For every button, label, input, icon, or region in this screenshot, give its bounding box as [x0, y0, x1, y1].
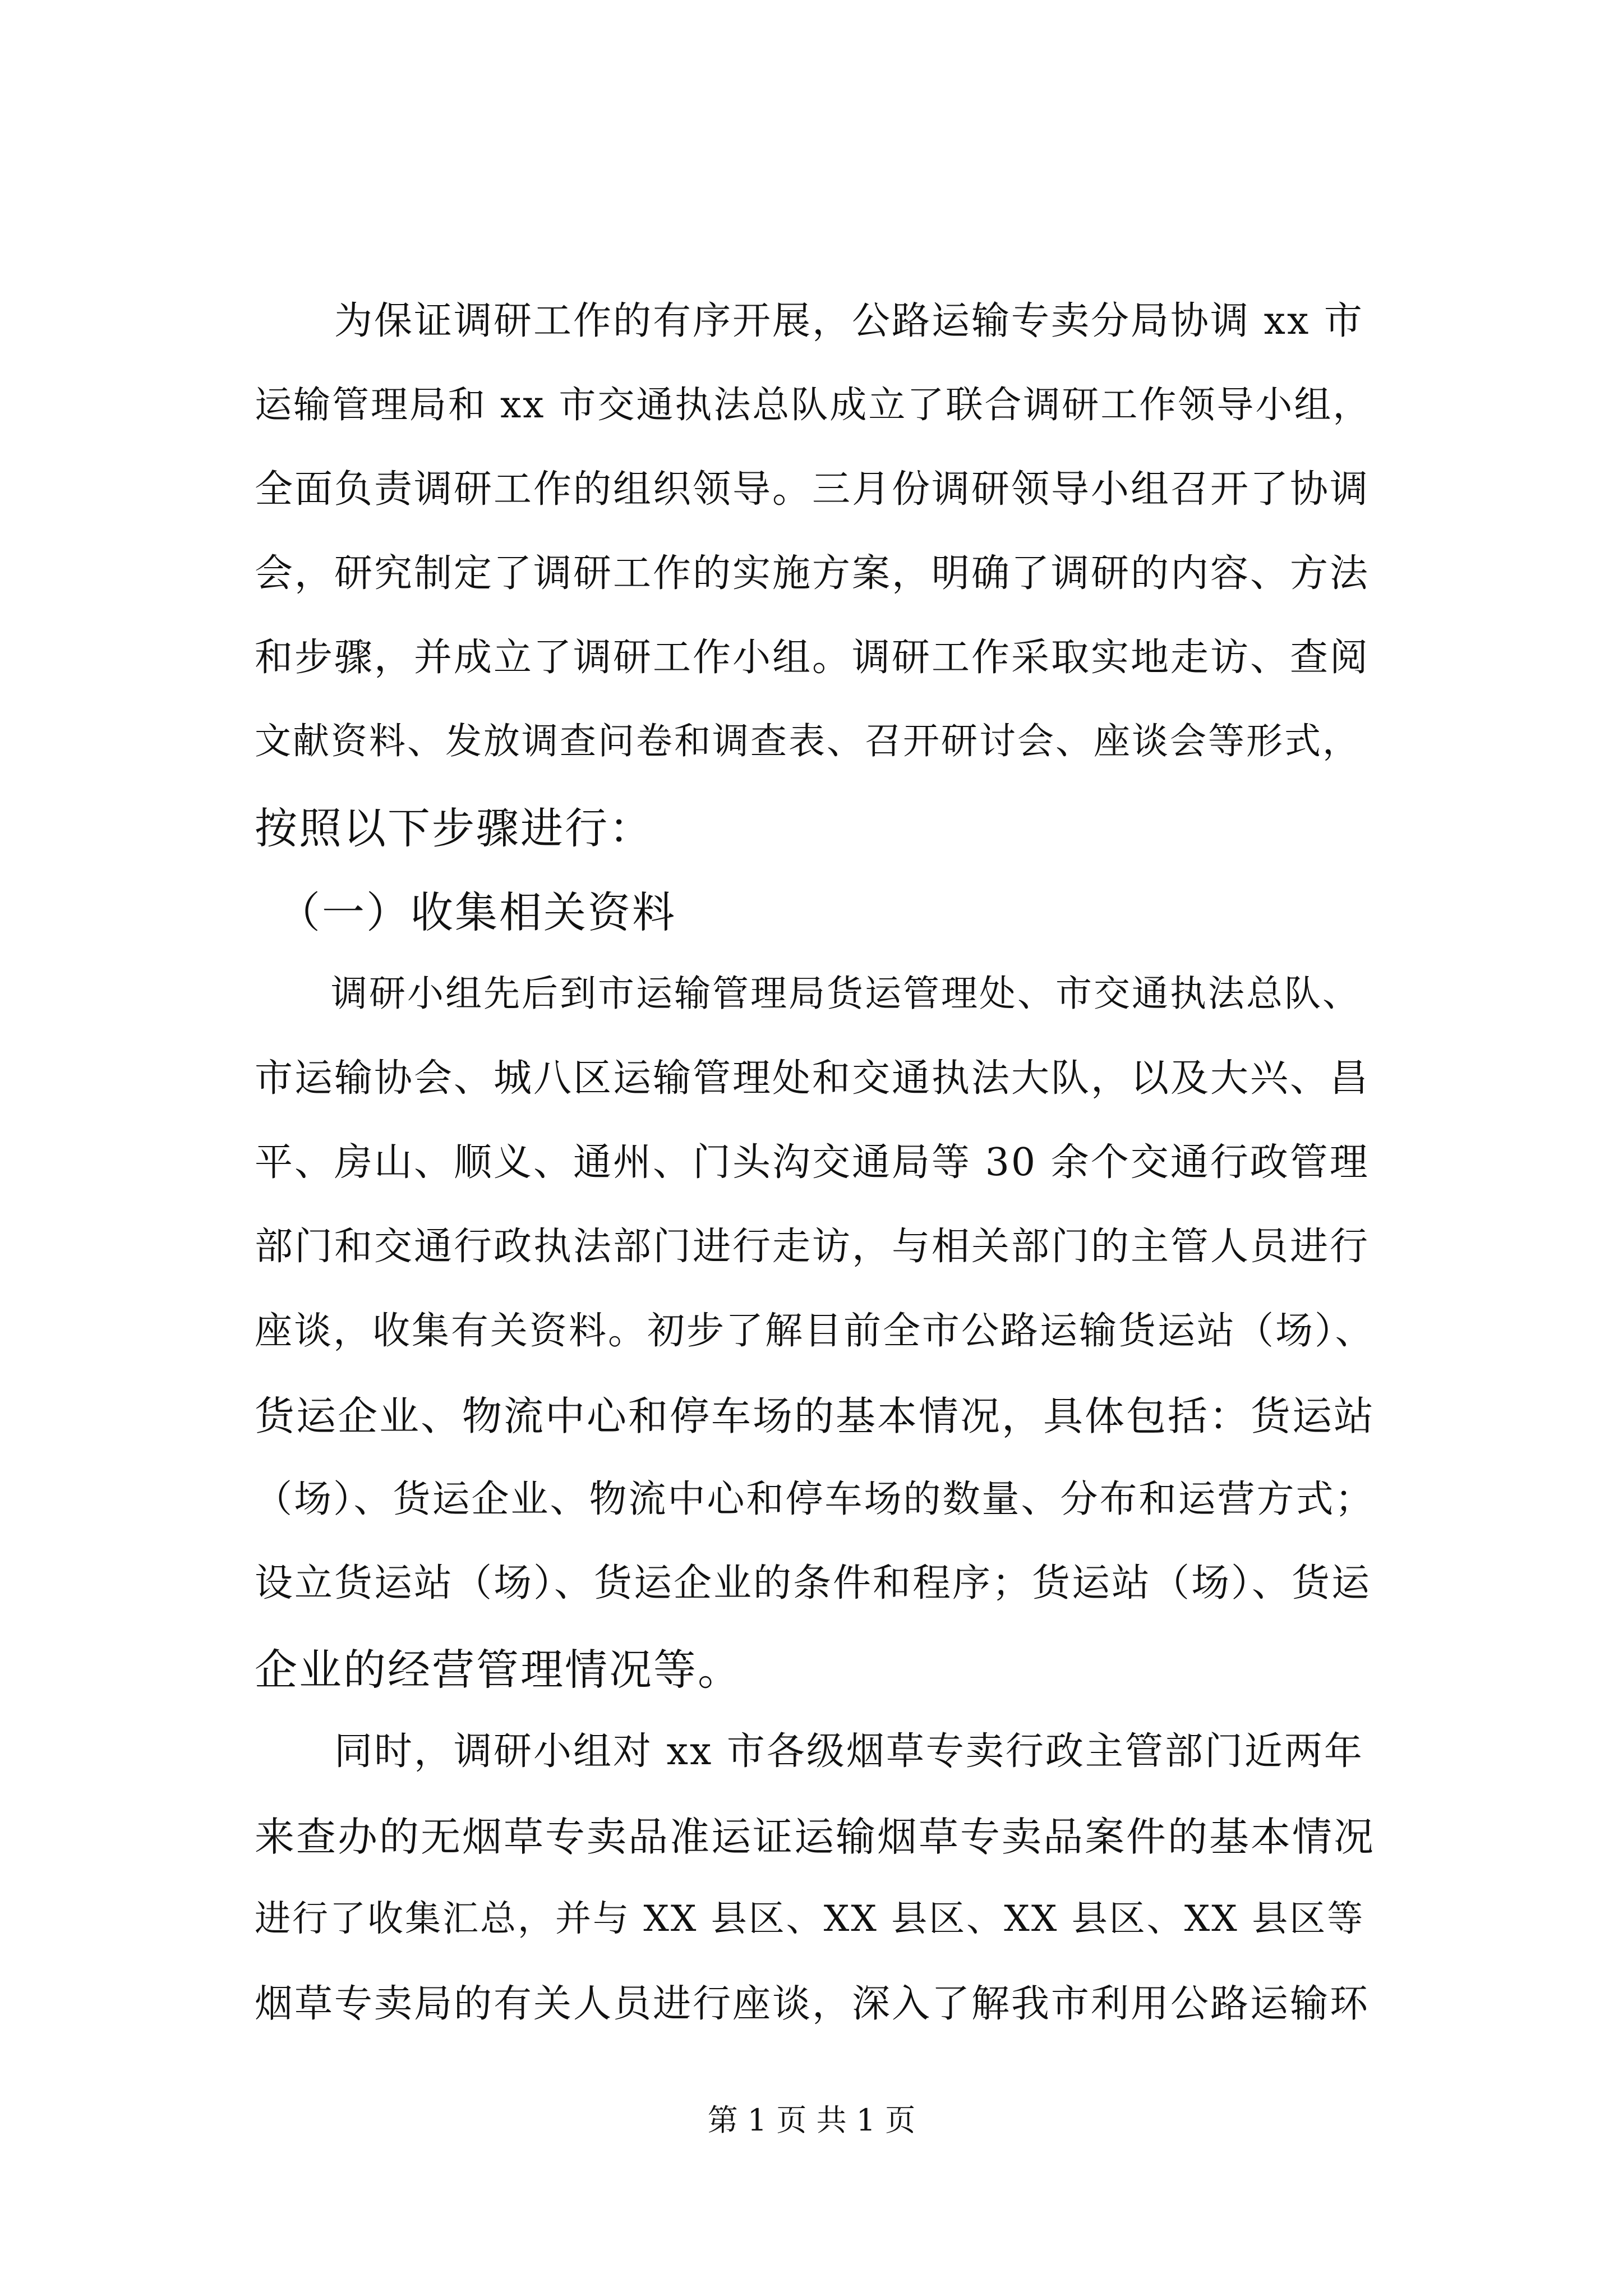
text-line: 同时，调研小组对 xx 市各级烟草专卖行政主管部门近两年	[255, 1729, 1364, 1774]
text-line: 文献资料、发放调查问卷和调查表、召开研讨会、座谈会等形式，	[255, 720, 1361, 762]
text-line: 为保证调研工作的有序开展，公路运输专卖分局协调 xx 市	[255, 299, 1364, 343]
text-line: 会，研究制定了调研工作的实施方案，明确了调研的内容、方法	[255, 551, 1370, 596]
text-line: 企业的经营管理情况等。	[255, 1645, 742, 1695]
text-line: 平、房山、顺义、通州、门头沟交通局等 30 余个交通行政管理	[255, 1140, 1370, 1185]
section-heading: （一）收集相关资料	[255, 887, 676, 937]
text-line: 来查办的无烟草专卖品准运证运输烟草专卖品案件的基本情况	[255, 1814, 1376, 1860]
page-number-footer: 第 1 页 共 1 页	[707, 2102, 916, 2138]
text-line: 按照以下步骤进行：	[255, 803, 653, 853]
text-line: 调研小组先后到市运输管理局货运管理处、市交通执法总队、	[255, 973, 1361, 1015]
text-line: 设立货运站（场）、货运企业的条件和程序；货运站（场）、货运	[255, 1561, 1372, 1605]
text-line: 全面负责调研工作的组织领导。三月份调研领导小组召开了协调	[255, 467, 1370, 512]
text-line: 座谈，收集有关资料。初步了解目前全市公路运输货运站（场）、	[255, 1309, 1375, 1352]
text-line: 部门和交通行政执法部门进行走访，与相关部门的主管人员进行	[255, 1225, 1370, 1269]
text-line: （场）、货运企业、物流中心和停车场的数量、分布和运营方式；	[255, 1477, 1375, 1521]
text-line: 运输管理局和 xx 市交通执法总队成立了联合调研工作领导小组，	[255, 383, 1372, 426]
text-line: 和步骤，并成立了调研工作小组。调研工作采取实地走访、查阅	[255, 636, 1370, 680]
text-line: 货运企业、物流中心和停车场的基本情况，具体包括：货运站	[255, 1393, 1376, 1439]
text-line: 市运输协会、城八区运输管理处和交通执法大队，以及大兴、昌	[255, 1056, 1370, 1101]
text-line: 烟草专卖局的有关人员进行座谈，深入了解我市利用公路运输环	[255, 1982, 1370, 2026]
text-line: 进行了收集汇总，并与 XX 县区、XX 县区、XX 县区、XX 县区等	[255, 1898, 1365, 1940]
